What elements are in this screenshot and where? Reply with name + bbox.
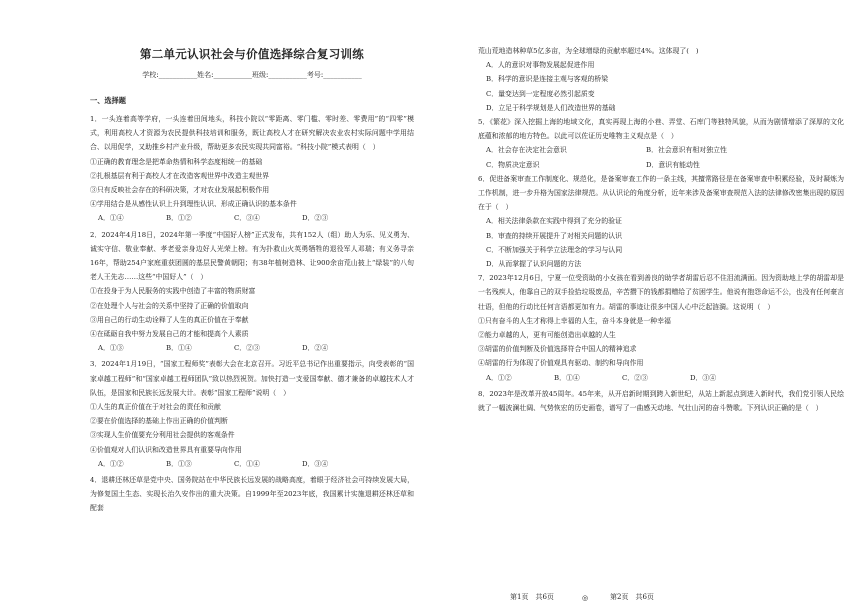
statement-item: ①正确的教育理念是把革命热情和科学态度相统一的基础	[90, 157, 263, 166]
question-stem: 6．促进备案审查工作制度化、规范化，是备案审查工作的一条主线，其擅常路径是在备案审查中积累经验，及时凝炼为工作机制，进一步升格为国家法律规范。从认识论的角度分析，近年来涉及备案审查规范入法的法律修改密集出现的原因在于（ ）	[478, 174, 844, 212]
statement-item: ②在处理个人与社会的关系中坚持了正确的价值取向	[90, 301, 249, 310]
choice-c: C．①④	[234, 459, 260, 468]
statement-item: ②能力卓越的人，更有可能创造出卓越的人生	[478, 331, 616, 340]
answer-choices	[478, 214, 844, 271]
choice-d: D．意识有能动性	[646, 160, 700, 169]
choice-b: B．①④	[554, 373, 580, 382]
question-7	[478, 271, 844, 385]
choice-d: D．③④	[690, 373, 717, 382]
document-title: 第二单元认识社会与价值选择综合复习训练	[139, 47, 365, 61]
choice-b: B．审查的持续开展提升了对相关问题的认识	[486, 231, 622, 240]
choice-d: D．②④	[302, 344, 329, 353]
question-5	[478, 115, 844, 172]
statement-item: ②扎根基层有利于高校人才在改造客观世界中改造主观世界	[90, 171, 270, 180]
statement-item: ①在投身于为人民服务的实践中创造了丰富的物质财富	[90, 287, 256, 296]
statement-item: ①只有奋斗的人生才称得上幸福的人生，奋斗本身就是一种幸福	[478, 316, 671, 325]
statement-item: ③用自己的行动生动诠释了人生的真正价值在于奉献	[90, 315, 249, 324]
statement-item: ③实现人生价值要充分利用社会提供的客观条件	[90, 431, 235, 440]
choice-a: A．社会存在决定社会意识	[486, 146, 567, 155]
section-heading: 一、选择题	[90, 96, 126, 105]
question-stem: 2．2024年4月18日，2024年第一季度“中国好人榜”正式发布，共有152人（组）助人为乐、见义勇为、诚实守信、敬业奉献、孝老爱亲身边好人光荣上榜。有为扑救山火英勇牺牲的退役军人邓瑞；有义务寻亲16年，帮助254户家庭重获团圆的基层民警黄朝阳；有38年植树造林、让900余亩荒山披上“绿装”的八旬老人王先志……这些“中国好人”（ ）	[90, 230, 414, 282]
question-1	[90, 112, 414, 226]
choice-a: A．相关法律条款在实践中得到了充分的验证	[486, 217, 622, 226]
answer-choices	[478, 371, 844, 385]
choice-d: D．从而掌握了认识问题的方法	[486, 260, 582, 269]
choice-b: B．科学的意识是连接主观与客观的桥梁	[486, 75, 609, 84]
choice-d: D．②③	[302, 214, 329, 223]
question-4-choices	[478, 58, 844, 115]
question-stem: 5．《繁花》深入挖掘上海的地域文化，真实再现上海的小巷、弄堂、石库门等独特风貌，从而为剧情增添了深厚的文化底蕴和浓郁的地方特色。以此可以佐证历史唯物主义观点是（ ）	[478, 118, 844, 141]
choice-b: B．①③	[166, 459, 192, 468]
question-stem: 1．一头连着高等学府，一头连着田间地头，科技小院以“零距离、零门槛、零时差、零费用”的“四零”模式，利用高校人才资源为农民提供科技培训和服务，既让高校人才在研究解决农业农村实际问题中学用结合、以用促学，又助推乡村产业升级，帮助更多农民实现共同富裕。“科技小院”模式表明（ ）	[90, 115, 414, 152]
question-8-stem: 8．2023年是改革开放45周年。45年来，从开启新时期到跨入新世纪，从站上新起点到进入新时代，我们党引领人民绘就了一幅波澜壮阔、气势恢宏的历史画卷，谱写了一曲感天动地、气壮山河的奋斗赞歌。下列认识正确的是（ ）	[478, 389, 844, 413]
question-2	[90, 228, 414, 356]
statement-item: ③只有反映社会存在的科研决策，才对农业发展起积极作用	[90, 186, 270, 195]
choice-c: C．②③	[622, 373, 648, 382]
choice-b: B．①②	[166, 214, 192, 223]
choice-a: A．①②	[486, 373, 512, 382]
page-number-right: 第2页 共6页	[610, 593, 654, 601]
question-stem: 7．2023年12月6日，宁夏一位受资助的小女孩在看到善良的助学者胡雷后忍不住泪流满面。因为资助地上学的胡雷却是一名残疾人，他靠自己的双手捡拾垃圾废品，辛苦攒下的钱都捐赠给了贫困学生。他说有抱怨命运不公，也没有任何豪言壮语，但他的行动比任何言语都更加有力。胡雷的事迹让很多中国人心中泛起涟漪。这说明（ ）	[478, 274, 844, 311]
statement-item: ④在砥砺自我中努力发展自己的才能和提高个人素质	[90, 330, 249, 339]
choice-c: C．物质决定意识	[486, 160, 540, 169]
answer-choices	[90, 341, 414, 355]
statement-item: ③胡雷的价值判断及价值选择符合中国人的精神追求	[478, 345, 637, 354]
choice-c: C．量变达到一定程度必然引起质变	[486, 89, 595, 98]
choice-c: C．③④	[234, 214, 260, 223]
student-info-line: 学校:___________姓名:___________班级:___________考号:___________	[142, 71, 362, 79]
answer-choices	[90, 211, 414, 225]
statement-item: ②要在价值选择的基础上作出正确的价值判断	[90, 417, 228, 426]
question-3	[90, 357, 414, 471]
statement-item: ④价值观对人们认识和改造世界具有重要导向作用	[90, 445, 242, 454]
choice-b: B．①④	[166, 344, 192, 353]
choice-c: C．②③	[234, 344, 260, 353]
page-number-left: 第1页 共6页	[510, 593, 554, 601]
choice-a: A．①③	[98, 344, 124, 353]
choice-a: A．①②	[98, 459, 124, 468]
choice-a: A．①④	[98, 214, 124, 223]
choice-d: D．立足于科学规划是人们改造世界的基础	[486, 103, 616, 112]
statement-item: ①人生的真正价值在于对社会的责任和贡献	[90, 403, 221, 412]
question-stem: 3．2024年1月19日，“国家工程师奖”表彰大会在北京召开。习近平总书记作出重要指示，向受表彰的“国家卓越工程师”和“国家卓越工程师团队”致以热烈祝贺。加快打造一支爱国奉献、德才兼备的卓越技术人才队伍，是国家和民族长远发展大计。表彰“国家工程师”说明（ ）	[90, 360, 414, 397]
right-page	[430, 0, 860, 608]
answer-choices	[90, 457, 414, 471]
question-6	[478, 172, 844, 271]
center-mark: ◎	[582, 594, 589, 602]
question-4-stem-start: 4．退耕还林还草是党中央、国务院站在中华民族长远发展的战略高度，着眼于经济社会可持续发展大局，为修复国土生态、实现长治久安作出的重大决策。自1999年至2023年底，我国累计实施退耕还林还草和配套	[90, 476, 414, 513]
choice-d: D．③④	[302, 459, 329, 468]
statement-item: ④胡雷的行为体现了价值观具有驱动、制约和导向作用	[478, 359, 644, 368]
answer-choices	[478, 143, 844, 171]
question-4-stem-end: 荒山荒地造林种草5亿多亩，为全球增绿的贡献率超过4%。这体现了( )	[478, 47, 699, 55]
choice-a: A．人的意识对事物发展起促进作用	[486, 61, 595, 70]
statement-item: ④学用结合是从感性认识上升到理性认识、形成正确认识的基本条件	[90, 200, 297, 209]
choice-b: B．社会意识有相对独立性	[646, 146, 727, 155]
choice-c: C．不断加强关于科学立法理念的学习与认同	[486, 245, 623, 254]
